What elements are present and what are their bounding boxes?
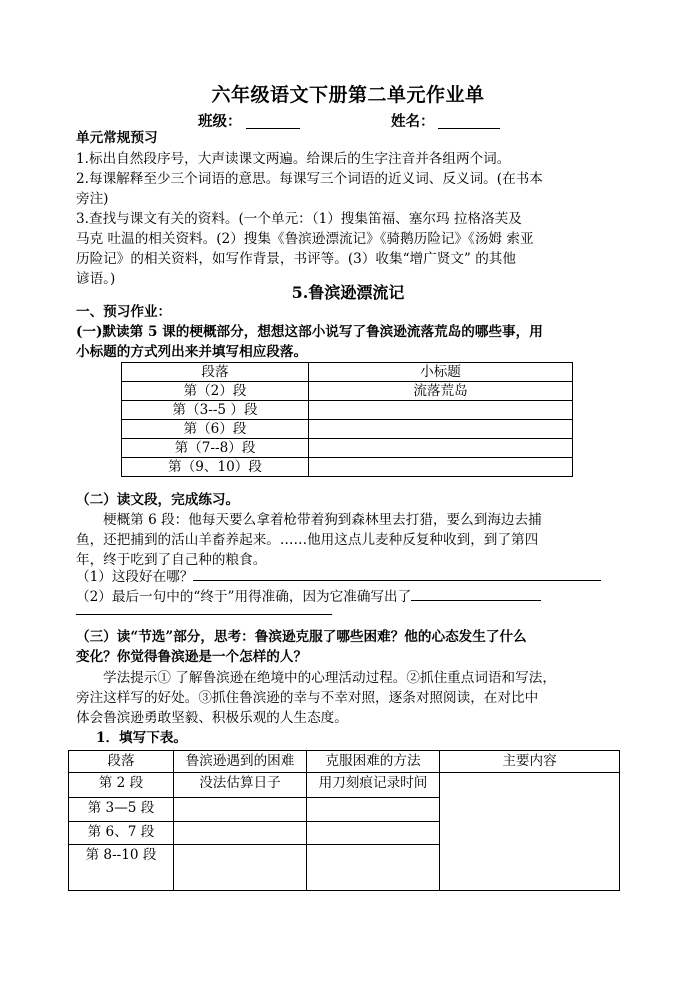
table-row xyxy=(122,382,573,401)
section2-paragraph-line: 梗概第 6 段：他每天要么拿着枪带着狗到森林里去打猎，要么到海边去捕 xyxy=(103,512,542,528)
name-blank[interactable] xyxy=(438,112,500,129)
subtitle-cell[interactable] xyxy=(309,458,573,477)
class-label: 班级： xyxy=(198,113,242,130)
paragraph-cell: 第（9、10）段 xyxy=(122,458,309,477)
table-row xyxy=(69,773,620,798)
table-header-cell: 主要内容 xyxy=(440,751,620,773)
table-header-cell: 小标题 xyxy=(309,363,573,382)
difficulty-table xyxy=(68,750,620,891)
unit-preview-line: 历险记》的相关资料，如写作背景，书评等。(3）收集“增广贤文” 的其他 xyxy=(76,251,516,267)
method-cell[interactable] xyxy=(307,845,440,891)
section3-heading-line: （三）读“节选”部分，思考：鲁滨逊克服了哪些困难？他的心态发生了什么 xyxy=(76,629,527,645)
answer-blank-line[interactable] xyxy=(76,614,332,615)
class-blank[interactable] xyxy=(246,112,300,129)
table-header-cell: 克服困难的方法 xyxy=(307,751,440,773)
section1-heading: 一、预习作业： xyxy=(76,304,172,320)
study-tip-line: 旁注这样写的好处。③抓住鲁滨逊的幸与不幸对照，逐条对照阅读，在对比中 xyxy=(76,690,539,706)
fill-table-heading: 1．填写下表。 xyxy=(96,730,188,746)
section1-task-line: (一)默读第 5 课的梗概部分，想想这部小说写了鲁滨逊流落荒岛的哪些事，用 xyxy=(76,324,543,340)
lesson-title: 5.鲁滨逊漂流记 xyxy=(291,283,405,302)
answer-blank[interactable] xyxy=(193,566,601,581)
unit-preview-heading: 单元常规预习 xyxy=(76,130,158,146)
section2-heading: （二）读文段，完成练习。 xyxy=(76,492,240,508)
unit-preview-line: 谚语。) xyxy=(76,271,116,287)
unit-preview-line: 旁注) xyxy=(76,191,109,207)
section2-paragraph-line: 鱼，还把捕到的活山羊畜养起来。……他用这点儿麦种反复种收到，到了第四 xyxy=(76,532,539,548)
paragraph-cell: 第（7--8）段 xyxy=(122,439,309,458)
table-header-cell: 段落 xyxy=(69,751,174,773)
question-1-text: （1）这段好在哪？ xyxy=(76,569,194,585)
main-content-cell[interactable] xyxy=(440,773,620,891)
section2-paragraph-line: 年，终于吃到了自己种的粮食。 xyxy=(76,552,267,568)
table-header-cell: 鲁滨逊遇到的困难 xyxy=(174,751,307,773)
table-row xyxy=(122,458,573,477)
table-header-row xyxy=(122,363,573,382)
question-2-text: （2）最后一句中的“终于”用得准确，因为它准确写出了 xyxy=(76,589,412,605)
paragraph-cell: 第 2 段 xyxy=(69,773,174,798)
paragraph-cell: 第（3--5 ）段 xyxy=(122,401,309,420)
paragraph-cell: 第 8--10 段 xyxy=(69,845,174,891)
subtitle-cell[interactable] xyxy=(309,439,573,458)
paragraph-cell: 第（2）段 xyxy=(122,382,309,401)
subtitle-table xyxy=(121,362,573,477)
table-row xyxy=(122,401,573,420)
method-cell[interactable] xyxy=(307,822,440,845)
method-cell[interactable] xyxy=(307,798,440,822)
table-row xyxy=(122,439,573,458)
method-cell[interactable]: 用刀刻痕记录时间 xyxy=(307,773,440,798)
unit-preview-line: 1.标出自然段序号，大声读课文两遍。给课后的生字注音并各组两个词。 xyxy=(76,151,511,167)
question-2 xyxy=(76,586,626,608)
difficulty-cell[interactable]: 没法估算日子 xyxy=(174,773,307,798)
table-header-cell: 段落 xyxy=(122,363,309,382)
unit-preview-line: 2.每课解释至少三个词语的意思。每课写三个词语的近义词、反义词。(在书本 xyxy=(76,171,543,187)
table-header-row xyxy=(69,751,620,773)
difficulty-cell[interactable] xyxy=(174,822,307,845)
unit-preview-line: 3.查找与课文有关的资料。(一个单元：（1）搜集笛福、塞尔玛 拉格洛芙及 xyxy=(76,211,522,227)
study-tip-line: 学法提示① 了解鲁滨逊在绝境中的心理活动过程。②抓住重点词语和写法， xyxy=(103,670,556,686)
difficulty-cell[interactable] xyxy=(174,798,307,822)
study-tip-line: 体会鲁滨逊勇敢坚毅、积极乐观的人生态度。 xyxy=(76,710,348,726)
unit-preview-line: 马克 吐温的相关资料。(2）搜集《鲁滨逊漂流记》《骑鹅历险记》《汤姆 索亚 xyxy=(76,231,534,247)
section1-task-line: 小标题的方式列出来并填写相应段落。 xyxy=(76,344,308,360)
subtitle-cell[interactable]: 流落荒岛 xyxy=(309,382,573,401)
question-1 xyxy=(76,566,626,588)
difficulty-cell[interactable] xyxy=(174,845,307,891)
name-label: 姓名： xyxy=(391,113,435,130)
subtitle-cell[interactable] xyxy=(309,420,573,439)
paragraph-cell: 第 6、7 段 xyxy=(69,822,174,845)
section3-heading-line: 变化？你觉得鲁滨逊是一个怎样的人？ xyxy=(76,649,308,665)
paragraph-cell: 第（6）段 xyxy=(122,420,309,439)
paragraph-cell: 第 3—5 段 xyxy=(69,798,174,822)
table-row xyxy=(122,420,573,439)
subtitle-cell[interactable] xyxy=(309,401,573,420)
answer-blank[interactable] xyxy=(411,586,541,601)
page-title: 六年级语文下册第二单元作业单 xyxy=(211,84,485,106)
